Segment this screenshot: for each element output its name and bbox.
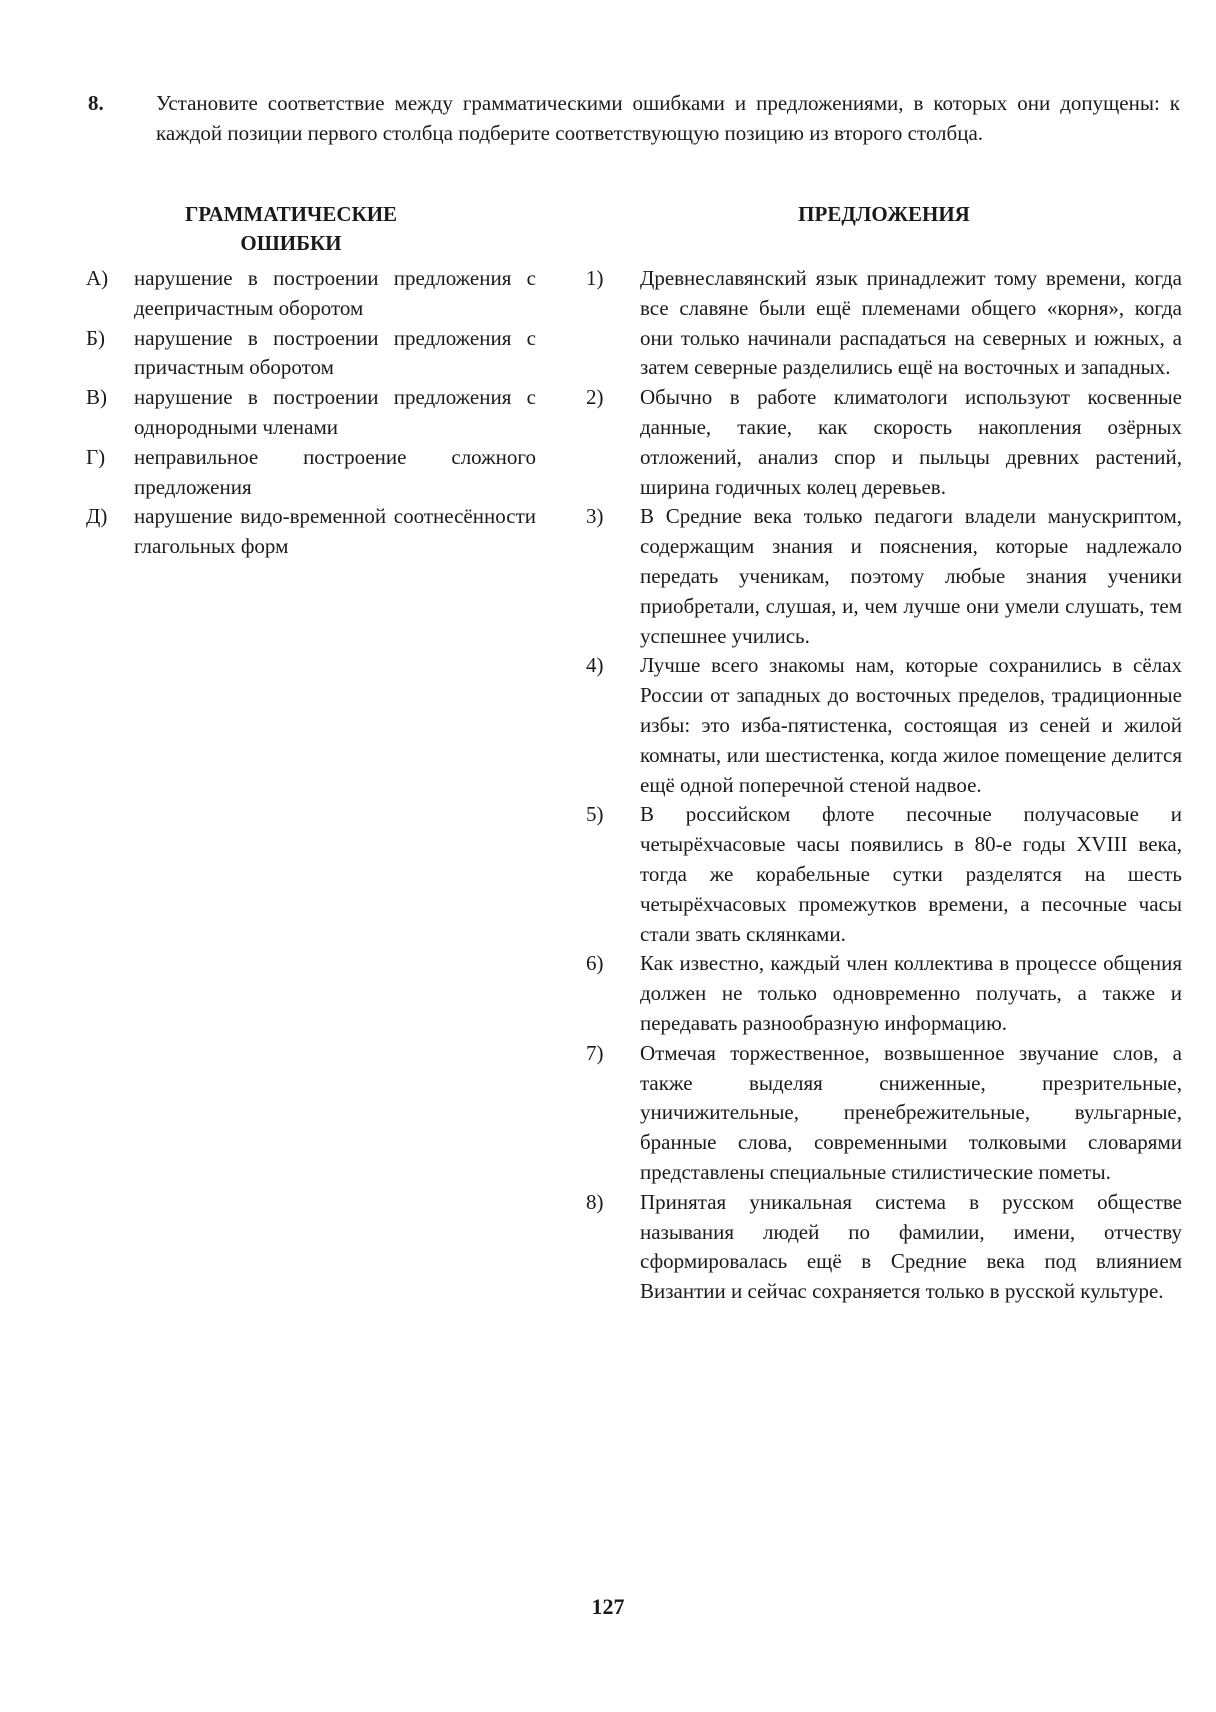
sentence-label: 4): [586, 653, 604, 678]
sentence-text: В российском флоте песочные получасовые и четырёхчасовые часы появились в 80-е годы XVIII века, тогда же корабельные сутки разделятся на шесть четырёхчасовых промежутков времени, а песочные часы стали звать склянками.: [640, 802, 1182, 946]
error-text: нарушение в построении предложения с причастным оборотом: [134, 325, 536, 380]
sentence-item: [586, 651, 1182, 800]
sentence-text: Как известно, каждый член коллектива в процессе общения должен не только одновременно получать, а также и передавать разнообразную информацию.: [640, 951, 1182, 1035]
error-text: неправильное построение сложного предложения: [134, 444, 536, 499]
sentence-text: Древнеславянский язык принадлежит тому времени, когда все славяне были ещё племенами общего «корня», когда они только начинали распадаться на северных и южных, а затем северные разделились ещё на восточных и западных.: [640, 266, 1182, 380]
sentence-text: Обычно в работе климатологи используют косвенные данные, такие, как скорость накопления озёрных отложений, анализ спор и пыльцы древних растений, ширина годичных колец деревьев.: [640, 385, 1182, 499]
sentence-label: 7): [586, 1040, 604, 1065]
sentence-item: [586, 800, 1182, 949]
grammar-errors-header: [86, 200, 536, 258]
error-label: Д): [86, 504, 108, 529]
error-label: Б): [86, 325, 106, 350]
error-label: В): [86, 385, 107, 410]
page-number: 127: [591, 1594, 625, 1619]
error-item: [86, 443, 536, 503]
sentence-text: В Средние века только педагоги владели манускриптом, содержащим знания и пояснения, которые надлежало передать ученикам, поэтому любые знания ученики приобретали, слушая, и, чем лучше они умели слушать, тем успешнее учились.: [640, 504, 1182, 648]
sentence-label: 8): [586, 1189, 604, 1214]
sentence-item: [586, 264, 1182, 383]
error-text: нарушение в построении предложения с деепричастным оборотом: [134, 266, 536, 320]
error-item: [86, 324, 536, 384]
sentences-header: ПРЕДЛОЖЕНИЯ: [798, 202, 970, 226]
grammar-errors-header-line2: ОШИБКИ: [240, 231, 342, 255]
sentence-text: Принятая уникальная система в русском обществе называния людей по фамилии, имени, отчеству сформировалась ещё в Средние века под влиянием Византии и сейчас сохраняется только в русской культуре.: [640, 1189, 1182, 1304]
sentence-item: [586, 383, 1182, 502]
error-text: нарушение видо-временной соотнесённости глагольных форм: [134, 504, 536, 559]
sentence-label: 6): [586, 951, 604, 976]
sentence-text: Лучше всего знакомы нам, которые сохранились в сёлах России от западных до восточных пределов, традиционные избы: это изба-пятистенка, состоящая из сеней и жилой комнаты, или шестистенка, когда жилое помещение делится ещё одной поперечной стеной надвое.: [640, 653, 1182, 797]
sentences-column: [586, 200, 1182, 1307]
error-label: А): [86, 266, 109, 290]
error-text: нарушение в построении предложения с однородными членами: [134, 385, 536, 439]
task-statement: [88, 88, 1180, 148]
sentence-item: [586, 949, 1182, 1038]
task-text: Установите соответствие между грамматическими ошибками и предложениями, в которых они допущены: к каждой позиции первого столбца подберите соответствующую позицию из второго столбца.: [156, 91, 1180, 145]
error-label: Г): [86, 444, 106, 469]
sentence-label: 1): [586, 266, 604, 290]
sentence-text: Отмечая торжественное, возвышенное звучание слов, а также выделяя сниженные, презрительные, уничижительные, пренебрежительные, вульгарные, бранные слова, современными толковыми словарями представлены специальные стилистические пометы.: [640, 1040, 1182, 1184]
grammar-errors-header-line1: ГРАММАТИЧЕСКИЕ: [184, 202, 398, 226]
task-number: 8.: [88, 91, 104, 115]
sentence-item: [586, 1188, 1182, 1307]
sentence-item: [586, 1039, 1182, 1188]
sentence-label: 3): [586, 504, 604, 529]
sentence-label: 2): [586, 385, 604, 410]
sentence-label: 5): [586, 802, 604, 827]
error-item: [86, 383, 536, 443]
sentence-item: [586, 502, 1182, 651]
error-item: [86, 502, 536, 562]
grammar-errors-column: [86, 200, 536, 562]
error-item: [86, 264, 536, 324]
